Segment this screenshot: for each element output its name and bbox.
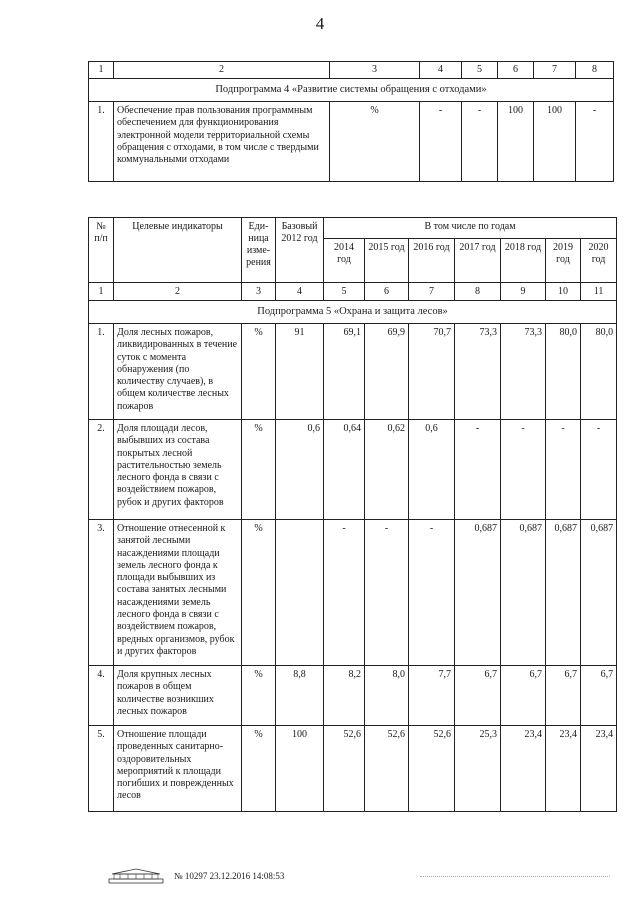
column-number: 11 <box>581 283 617 301</box>
row-number: 2. <box>89 420 114 520</box>
subprogram-title: Подпрограмма 5 «Охрана и защита лесов» <box>89 301 617 324</box>
year-value: 6,7 <box>581 666 617 726</box>
year-value: 23,4 <box>546 726 581 812</box>
header-year: 2020 год <box>581 239 617 283</box>
header-row <box>89 218 617 239</box>
year-value: 52,6 <box>409 726 455 812</box>
year-value: 0,6 <box>409 420 455 520</box>
column-number: 5 <box>462 62 498 79</box>
column-number: 8 <box>576 62 614 79</box>
year-value: 8,0 <box>365 666 409 726</box>
unit-cell: % <box>330 102 420 182</box>
indicator-text: Доля лесных пожаров, ликвидированных в течение суток с момента обнаружения (по количеству случаев), в общем количестве лесных пожаров <box>114 324 242 420</box>
column-number: 3 <box>242 283 276 301</box>
base-value: 100 <box>276 726 324 812</box>
year-value: 0,687 <box>581 520 617 666</box>
year-value: 0,687 <box>455 520 501 666</box>
column-number: 2 <box>114 62 330 79</box>
column-number: 2 <box>114 283 242 301</box>
year-value: 7,7 <box>409 666 455 726</box>
column-number: 7 <box>409 283 455 301</box>
column-number: 3 <box>330 62 420 79</box>
column-number: 6 <box>498 62 534 79</box>
year-value: 6,7 <box>546 666 581 726</box>
year-value: 0,64 <box>324 420 365 520</box>
header-unit: Еди-ница изме-рения <box>242 218 276 283</box>
document-registration-number: № 10297 23.12.2016 14:08:53 <box>174 871 285 881</box>
table-row <box>89 420 617 520</box>
value-cell: 100 <box>498 102 534 182</box>
table-row <box>89 666 617 726</box>
column-number: 4 <box>276 283 324 301</box>
page-number: 4 <box>315 14 325 33</box>
value-cell: - <box>462 102 498 182</box>
unit-cell: % <box>242 420 276 520</box>
year-value: 73,3 <box>455 324 501 420</box>
year-value: 69,9 <box>365 324 409 420</box>
column-number: 1 <box>89 62 114 79</box>
column-number: 7 <box>534 62 576 79</box>
year-value: 80,0 <box>581 324 617 420</box>
indicator-text: Доля площади лесов, выбывших из состава покрытых лесной растительностью земель лесного фонда в связи с воздействием пожаров, рубок и других факторов <box>114 420 242 520</box>
row-number: 4. <box>89 666 114 726</box>
year-value: - <box>501 420 546 520</box>
base-value <box>276 520 324 666</box>
value-cell: 100 <box>534 102 576 182</box>
value-cell: - <box>576 102 614 182</box>
header-year: 2019 год <box>546 239 581 283</box>
indicator-text: Отношение площади проведенных санитарно-оздоровительных мероприятий к площади погибших и поврежденных лесов <box>114 726 242 812</box>
year-value: 52,6 <box>365 726 409 812</box>
indicator-text: Отношение отнесенной к занятой лесными насаждениями площади земель лесного фонда к площади выбывших из состава занятых лесными насаждениями земель лесного фонда в связи с воздействием пожаров, вредных организмов, рубок и других факторов <box>114 520 242 666</box>
year-value: - <box>546 420 581 520</box>
unit-cell: % <box>242 726 276 812</box>
year-value: 6,7 <box>501 666 546 726</box>
header-year: 2014 год <box>324 239 365 283</box>
column-number: 6 <box>365 283 409 301</box>
year-value: - <box>409 520 455 666</box>
table-row <box>89 520 617 666</box>
header-by-years: В том числе по годам <box>324 218 617 239</box>
column-number: 5 <box>324 283 365 301</box>
header-year: 2018 год <box>501 239 546 283</box>
table-subprogram-5 <box>88 217 617 812</box>
row-number: 5. <box>89 726 114 812</box>
year-value: 25,3 <box>455 726 501 812</box>
year-value: - <box>581 420 617 520</box>
base-value: 8,8 <box>276 666 324 726</box>
year-value: 8,2 <box>324 666 365 726</box>
subprogram-title: Подпрограмма 4 «Развитие системы обращения с отходами» <box>89 79 614 102</box>
row-number: 3. <box>89 520 114 666</box>
government-building-logo-icon <box>108 868 164 884</box>
scan-artifact-line <box>420 876 610 878</box>
year-value: 73,3 <box>501 324 546 420</box>
row-number: 1. <box>89 324 114 420</box>
unit-cell: % <box>242 666 276 726</box>
year-value: 23,4 <box>581 726 617 812</box>
year-value: 70,7 <box>409 324 455 420</box>
header-year: 2017 год <box>455 239 501 283</box>
year-value: - <box>324 520 365 666</box>
footer-stamp <box>108 868 284 884</box>
value-cell: - <box>420 102 462 182</box>
base-value: 0,6 <box>276 420 324 520</box>
column-number: 8 <box>455 283 501 301</box>
unit-cell: % <box>242 324 276 420</box>
table-subprogram-4 <box>88 61 614 182</box>
table-row <box>89 726 617 812</box>
year-value: 0,62 <box>365 420 409 520</box>
year-value: 0,687 <box>546 520 581 666</box>
table-row <box>89 324 617 420</box>
year-value: 80,0 <box>546 324 581 420</box>
indicator-text: Обеспечение прав пользования программным обеспечением для функционирования электронной модели территориальной схемы обращения с отходами, в том числе с твердыми коммунальными отходами <box>114 102 330 182</box>
base-value: 91 <box>276 324 324 420</box>
header-year: 2015 год <box>365 239 409 283</box>
header-num: № п/п <box>89 218 114 283</box>
column-number: 10 <box>546 283 581 301</box>
indicator-text: Доля крупных лесных пожаров в общем количестве возникших лесных пожаров <box>114 666 242 726</box>
header-indicator: Целевые индикаторы <box>114 218 242 283</box>
header-base-year: Базовый 2012 год <box>276 218 324 283</box>
table-row <box>89 102 614 182</box>
row-number: 1. <box>89 102 114 182</box>
column-number-row <box>89 283 617 301</box>
year-value: 0,687 <box>501 520 546 666</box>
year-value: 52,6 <box>324 726 365 812</box>
column-number: 1 <box>89 283 114 301</box>
year-value: 6,7 <box>455 666 501 726</box>
year-value: 23,4 <box>501 726 546 812</box>
year-value: - <box>455 420 501 520</box>
column-number: 9 <box>501 283 546 301</box>
header-year: 2016 год <box>409 239 455 283</box>
year-value: - <box>365 520 409 666</box>
unit-cell: % <box>242 520 276 666</box>
column-number: 4 <box>420 62 462 79</box>
year-value: 69,1 <box>324 324 365 420</box>
column-number-row <box>89 62 614 79</box>
